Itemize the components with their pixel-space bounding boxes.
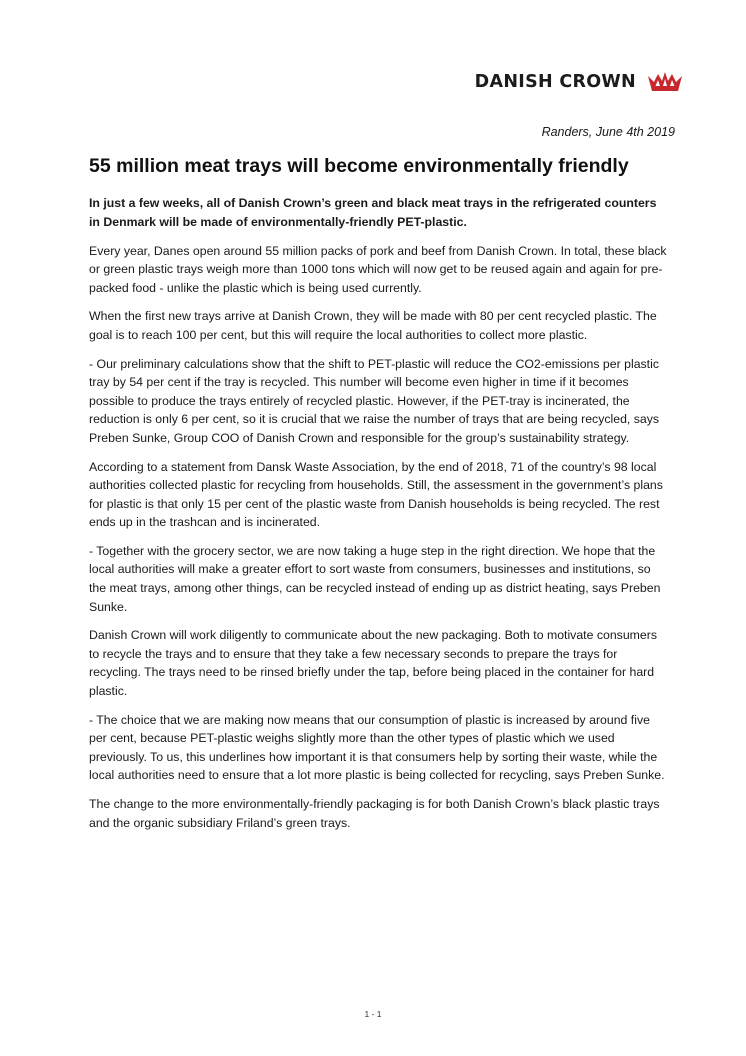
article-lead: In just a few weeks, all of Danish Crown’s green and black meat trays in the refrigerated counters in Denmark will be made of environmentally-friendly PET-plastic. (89, 196, 657, 229)
article-paragraph: According to a statement from Dansk Waste Association, by the end of 2018, 71 of the country’s 98 local authorities collected plastic for recycling from households. Still, the assessment in the government’s plans for plastic is that only 15 per cent of the plastic waste from Danish households is being recycled. The rest ends up in the trashcan and is incinerated. (89, 459, 663, 530)
article-title: 55 million meat trays will become environmentally friendly (89, 155, 629, 177)
article-paragraph: - The choice that we are making now means that our consumption of plastic is increased by around five per cent, because PET-plastic weighs slightly more than the other types of plastic which we used previously. To us, this underlines how important it is that consumers help by sorting their waste, while the local authorities need to ensure that a lot more plastic is being collected for recycling, says Preben Sunke. (89, 712, 665, 783)
article-paragraph: - Our preliminary calculations show that the shift to PET-plastic will reduce the CO2-emissions per plastic tray by 54 per cent if the tray is recycled. This number will become even higher in time if it becomes possible to produce the trays entirely of recycled plastic. However, if the PET-tray is incinerated, the reduction is only 6 per cent, so it is crucial that we raise the number of trays that are being recycled, says Preben Sunke, Group COO of Danish Crown and responsible for the group’s sustainability strategy. (89, 356, 660, 445)
article (89, 155, 667, 842)
article-paragraph: Every year, Danes open around 55 million packs of pork and beef from Danish Crown. In total, these black or green plastic trays weigh more than 1000 tons which will now get to be reused again and again for pre-packed food - unlike the plastic which is being used currently. (89, 243, 667, 295)
article-paragraph: Danish Crown will work diligently to communicate about the new packaging. Both to motivate consumers to recycle the trays and to ensure that they take a few necessary seconds to prepare the trays for recycling. The trays need to be rinsed briefly under the tap, before being placed in the container for hard plastic. (89, 628, 657, 699)
crown-icon (646, 70, 684, 94)
logo-text: DANISH CROWN (474, 72, 636, 92)
page-number: 1 - 1 (364, 1009, 382, 1019)
brand-logo (475, 70, 684, 94)
article-paragraph: - Together with the grocery sector, we are now taking a huge step in the right direction. We hope that the local authorities will make a greater effort to sort waste from consumers, businesses and institutions, so the meat trays, among other things, can be recycled instead of ending up as district heating, says Preben Sunke. (89, 543, 661, 614)
article-paragraph: When the first new trays arrive at Danish Crown, they will be made with 80 per cent recycled plastic. The goal is to reach 100 per cent, but this will require the local authorities to collect more plastic. (89, 309, 657, 342)
article-paragraph: The change to the more environmentally-friendly packaging is for both Danish Crown’s black plastic trays and the organic subsidiary Friland’s green trays. (89, 797, 660, 830)
dateline: Randers, June 4th 2019 (541, 125, 675, 139)
